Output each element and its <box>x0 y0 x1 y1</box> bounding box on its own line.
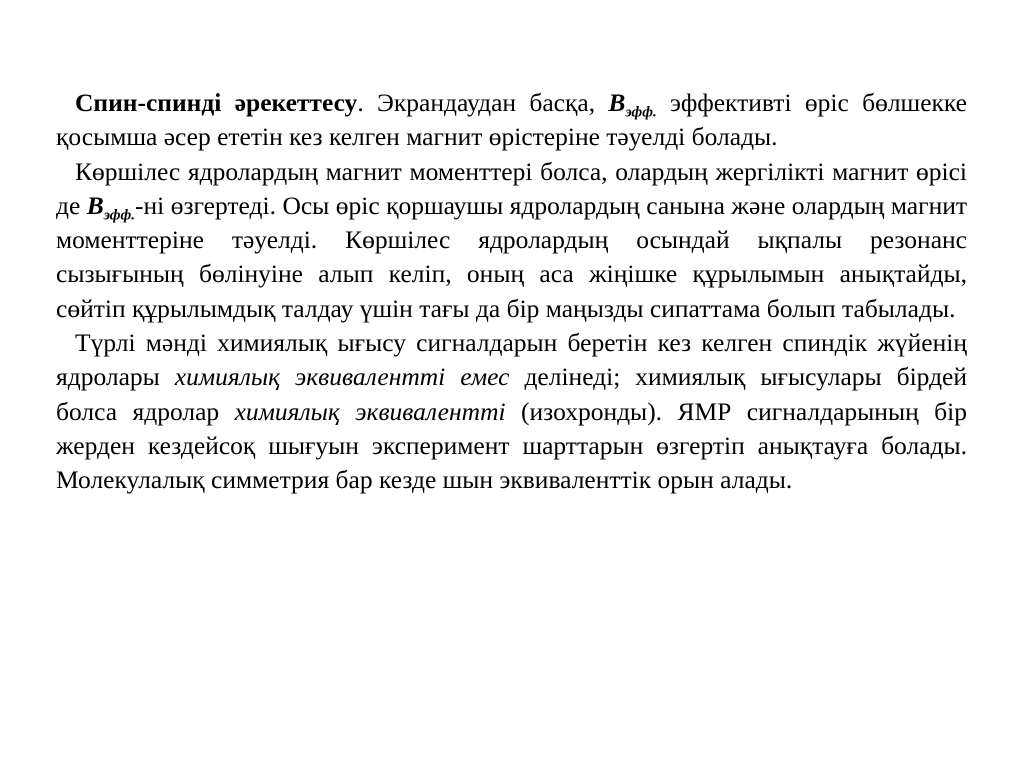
italic-term-equivalent: химиялық эквивалентті <box>234 396 506 426</box>
text-fragment: . Экрандаудан басқа, <box>357 88 609 117</box>
text-fragment: Түрлі мәнді химиялық ығысу сигналдарын беретін кез келген спиндік жүйенің ядролары <box>56 328 967 392</box>
paragraph-chemical-equivalence <box>56 326 967 497</box>
b-eff-symbol: B <box>86 190 104 220</box>
text-block <box>56 86 967 498</box>
italic-term-not-equivalent: химиялық эквивалентті емес <box>174 362 510 392</box>
paragraph-spin-spin <box>56 86 967 155</box>
text-fragment: -ні өзгертеді. Осы өріс қоршаушы ядролардың санына және олардың магнит моменттеріне тәуелді. Көршілес ядролардың осындай ықпалы резонанс сызығының бөлінуіне алып келіп, оның аса жіңішке құрылымын анықтайды, сөйтіп құрылымдық талдау үшін тағы да бір маңызды сипаттама болып табылады. <box>56 190 968 323</box>
b-eff-subscript: эфф. <box>625 104 657 121</box>
b-eff-symbol: B <box>608 88 626 117</box>
term-spin-spin: Спин-спинді әрекеттесу <box>75 88 358 117</box>
text-fragment: Көршілес ядролардың магнит моменттері болса, олардың жергілікті магнит өрісі де <box>56 156 967 220</box>
b-eff-subscript: эфф. <box>103 207 136 224</box>
text-fragment: делінеді; химиялық ығысулары бірдей болса ядролар <box>56 362 968 426</box>
text-fragment: (изохронды). ЯМР сигналдарының бір жерден кездейсоқ шығуын эксперимент шарттарын өзгертіп анықтауға болады. Молекулалық симметрия бар кезде шын эквиваленттік орын алады. <box>56 396 967 495</box>
paragraph-neighbor-nuclei <box>56 155 967 326</box>
text-fragment: эффективті өріс бөлшекке қосымша әсер ететін кез келген магнит өрістеріне тәуелді болады. <box>56 88 967 152</box>
